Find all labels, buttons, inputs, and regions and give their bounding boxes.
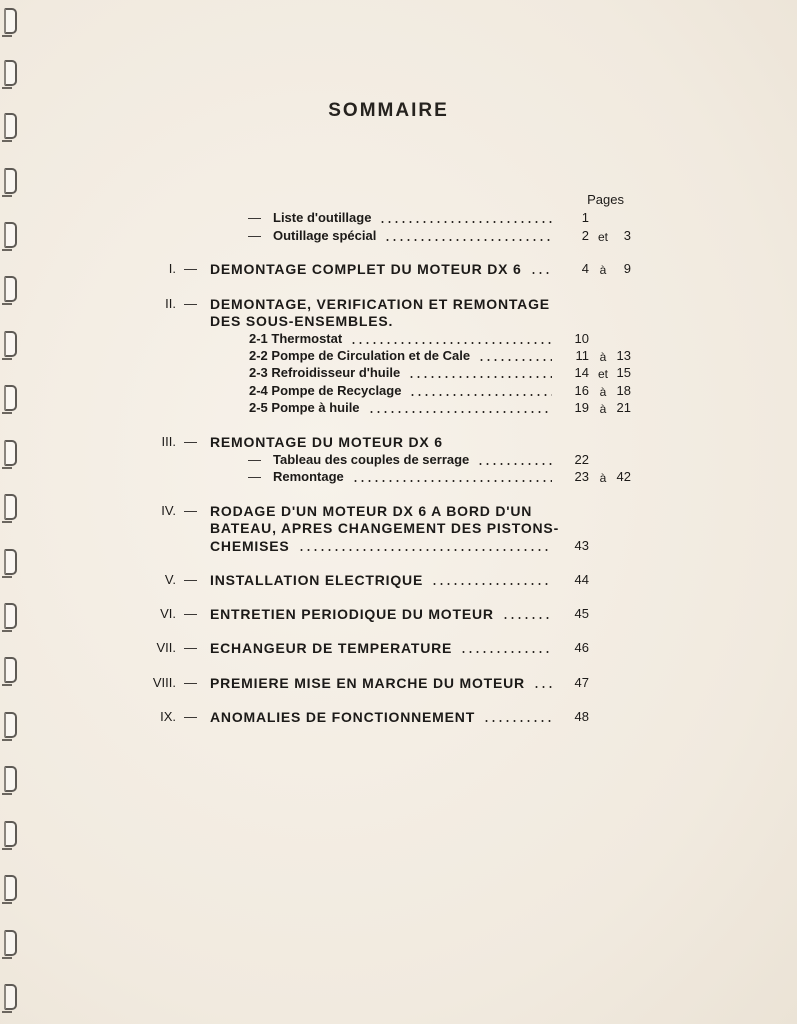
page-number: 4: [581, 261, 589, 276]
binding-ring: [4, 549, 17, 575]
binding-ring: [4, 494, 17, 520]
toc-entry-title: Outillage spécial: [273, 228, 377, 243]
toc-entry-title: 2-5 Pompe à huile: [249, 400, 360, 415]
page-number: 14: [574, 365, 589, 380]
dot-leader: [431, 583, 552, 585]
binding-ring: [4, 222, 17, 248]
page-range-separator: et: [597, 367, 608, 381]
binding-ring: [4, 60, 17, 86]
toc-entry-title: 2-2 Pompe de Circulation et de Cale: [249, 348, 471, 363]
page-number-end: 42: [616, 469, 631, 484]
toc-entry-title: BATEAU, APRES CHANGEMENT DES PISTONS-: [210, 520, 560, 536]
toc-entry-number: III.: [161, 434, 176, 449]
toc-entry-number: VI.: [160, 606, 176, 621]
page-number-end: 15: [616, 365, 631, 380]
page-number: 1: [581, 210, 589, 225]
toc-entry-title: 2-4 Pompe de Recyclage: [249, 383, 402, 398]
toc-entry-title: Liste d'outillage: [273, 210, 372, 225]
page-number-end: 18: [616, 383, 631, 398]
page-range-separator: à: [599, 263, 607, 277]
dot-leader: [350, 342, 552, 344]
toc-entry-dash: —: [248, 210, 261, 225]
page-number: 48: [574, 709, 589, 724]
page-range-separator: à: [599, 402, 607, 416]
toc-entry-dash: —: [248, 469, 261, 484]
page-number-end: 9: [623, 261, 631, 276]
toc-entry-title: DEMONTAGE COMPLET DU MOTEUR DX 6: [210, 261, 522, 277]
toc-entry-title: DEMONTAGE, VERIFICATION ET REMONTAGE: [210, 296, 550, 312]
binding-ring: [4, 766, 17, 792]
page-number: 19: [574, 400, 589, 415]
binding-ring: [4, 984, 17, 1010]
toc-entry-dash: —: [184, 606, 197, 621]
toc-entry-number: VIII.: [152, 675, 176, 690]
toc-entry-title: ANOMALIES DE FONCTIONNEMENT: [210, 709, 476, 725]
toc-entry-dash: —: [248, 228, 261, 243]
binding-ring: [4, 168, 17, 194]
page-range-separator: à: [599, 471, 607, 485]
binding-ring: [4, 603, 17, 629]
toc-entry-dash: —: [184, 503, 197, 518]
toc-entry-title: REMONTAGE DU MOTEUR DX 6: [210, 434, 443, 450]
toc-entry-dash: —: [184, 675, 197, 690]
toc-entry-title: 2-1 Thermostat: [249, 331, 343, 346]
dot-leader: [368, 411, 552, 413]
binding-ring: [4, 657, 17, 683]
dot-leader: [483, 720, 552, 722]
page-number: 16: [574, 383, 589, 398]
page-range-separator: à: [599, 350, 607, 364]
spiral-binding: [0, 0, 28, 1024]
toc-entry-dash: —: [184, 709, 197, 724]
binding-ring: [4, 276, 17, 302]
toc-entry-dash: —: [184, 261, 197, 276]
toc-entry-number: II.: [165, 296, 176, 311]
page-number: 46: [574, 640, 589, 655]
binding-ring: [4, 875, 17, 901]
page-number: 44: [574, 572, 589, 587]
toc-entry-title: Tableau des couples de serrage: [273, 452, 470, 467]
toc-entry-title: INSTALLATION ELECTRIQUE: [210, 572, 424, 588]
toc-entry-title: ENTRETIEN PERIODIQUE DU MOTEUR: [210, 606, 494, 622]
page-number: 2: [581, 228, 589, 243]
binding-ring: [4, 385, 17, 411]
dot-leader: [298, 549, 552, 551]
binding-ring: [4, 331, 17, 357]
page-number: 22: [574, 452, 589, 467]
dot-leader: [379, 221, 552, 223]
page-number-end: 13: [616, 348, 631, 363]
toc-entry-title: RODAGE D'UN MOTEUR DX 6 A BORD D'UN: [210, 503, 533, 519]
toc-entry-title: CHEMISES: [210, 538, 290, 554]
dot-leader: [352, 480, 552, 482]
page-number-end: 21: [616, 400, 631, 415]
binding-ring: [4, 8, 17, 34]
binding-ring: [4, 440, 17, 466]
toc-entry-number: V.: [164, 572, 176, 587]
toc-entry-title: DES SOUS-ENSEMBLES.: [210, 313, 394, 329]
dot-leader: [408, 376, 552, 378]
page-number: 43: [574, 538, 589, 553]
dot-leader: [478, 359, 552, 361]
page-number: 23: [574, 469, 589, 484]
dot-leader: [409, 394, 552, 396]
toc-entry-number: IX.: [160, 709, 176, 724]
dot-leader: [460, 651, 552, 653]
toc-entry-title: 2-3 Refroidisseur d'huile: [249, 365, 401, 380]
dot-leader: [477, 463, 552, 465]
toc-entry-dash: —: [184, 572, 197, 587]
toc-entry-number: I.: [168, 261, 176, 276]
toc-entry-dash: —: [184, 296, 197, 311]
toc-entry-title: Remontage: [273, 469, 344, 484]
toc-entry-dash: —: [184, 640, 197, 655]
page-number: 47: [574, 675, 589, 690]
page-number-end: 3: [623, 228, 631, 243]
toc-entry-number: IV.: [161, 503, 176, 518]
dot-leader: [384, 239, 552, 241]
binding-ring: [4, 712, 17, 738]
page-range-separator: à: [599, 385, 607, 399]
page-number: 10: [574, 331, 589, 346]
toc-entry-title: PREMIERE MISE EN MARCHE DU MOTEUR: [210, 675, 525, 691]
page-number: 45: [574, 606, 589, 621]
toc-entry-dash: —: [248, 452, 261, 467]
toc-entry-dash: —: [184, 434, 197, 449]
page-number: 11: [575, 348, 589, 363]
toc-entry-number: VII.: [156, 640, 176, 655]
toc-entry-title: ECHANGEUR DE TEMPERATURE: [210, 640, 453, 656]
pages-column-header: Pages: [587, 192, 624, 207]
page-range-separator: et: [597, 230, 608, 244]
binding-ring: [4, 821, 17, 847]
dot-leader: [502, 617, 552, 619]
page-title: SOMMAIRE: [328, 100, 449, 121]
binding-ring: [4, 930, 17, 956]
